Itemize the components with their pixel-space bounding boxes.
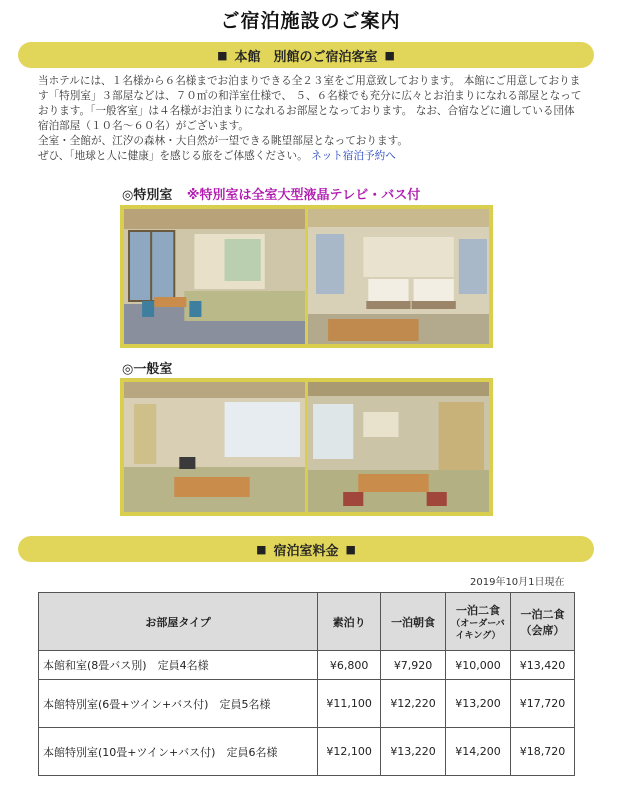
special-room-label: ◎特別室 <box>122 188 173 203</box>
special-room-note: ※特別室は全室大型液晶テレビ・バス付 <box>186 188 421 203</box>
header-two-meals-sub: （オーダーバイキング） <box>451 618 505 641</box>
table-row <box>39 680 575 728</box>
header-two-meals-main: 一泊二食 <box>456 603 501 617</box>
general-room-heading <box>122 358 172 377</box>
general-room-label: ◎一般室 <box>122 362 173 377</box>
intro-sentence: ぜひ、「地球と人に健康」を感じる旅をご体感ください。 <box>38 150 308 162</box>
room-type-cell: 本館特別室(10畳+ツイン+バス付) 定員6名様 <box>39 728 318 776</box>
price-room-only: ¥6,800 <box>318 651 381 680</box>
section-header-rates <box>18 536 594 562</box>
special-room-heading <box>122 184 420 203</box>
price-banquet: ¥17,720 <box>511 680 575 728</box>
square-marker-icon: ■ <box>345 542 356 556</box>
intro-paragraph <box>38 149 582 164</box>
price-breakfast: ¥13,220 <box>381 728 446 776</box>
section-header-rooms <box>18 42 594 68</box>
section-title: 宿泊室料金 <box>273 543 339 559</box>
general-room-photos <box>120 378 493 516</box>
table-row <box>39 728 575 776</box>
general-room-photo-1 <box>124 382 305 512</box>
special-room-photo-western <box>308 209 489 344</box>
price-two-meals: ¥14,200 <box>446 728 511 776</box>
price-room-only: ¥12,100 <box>318 728 381 776</box>
header-banquet-sub: （会席） <box>520 623 565 637</box>
price-two-meals: ¥13,200 <box>446 680 511 728</box>
table-header-row <box>39 593 575 651</box>
header-breakfast: 一泊朝食 <box>381 593 446 651</box>
intro-paragraph: 当ホテルには、１名様から６名様までお泊まりできる全２３室をご用意致しております。 本館にご用意しております「特別室」３部屋などは、７０㎡の和洋室仕様で、 ５、６名様でも充分に広々とお泊まりになれる部屋となっております。「一般客室」は４名様がお泊まりになれるお部屋となっております。 なお、合宿などに適している団体宿泊部屋（１０名～６０名）がございます。 <box>38 75 582 132</box>
price-banquet: ¥18,720 <box>511 728 575 776</box>
room-type-cell: 本館特別室(6畳+ツイン+バス付) 定員5名様 <box>39 680 318 728</box>
price-banquet: ¥13,420 <box>511 651 575 680</box>
header-room-type: お部屋タイプ <box>39 593 318 651</box>
online-booking-link[interactable]: ネット宿泊予約へ <box>311 150 396 162</box>
price-breakfast: ¥7,920 <box>381 651 446 680</box>
page-title: ご宿泊施設のご案内 <box>220 10 401 32</box>
price-two-meals: ¥10,000 <box>446 651 511 680</box>
rates-date-note: 2019年10月1日現在 <box>470 577 565 588</box>
square-marker-icon: ■ <box>217 48 228 62</box>
room-type-cell: 本館和室(8畳バス別) 定員4名様 <box>39 651 318 680</box>
price-room-only: ¥11,100 <box>318 680 381 728</box>
header-room-only: 素泊り <box>318 593 381 651</box>
rates-table <box>38 592 575 776</box>
header-two-meals-banquet <box>511 593 575 651</box>
special-room-photo-japanese <box>124 209 305 344</box>
square-marker-icon: ■ <box>256 542 267 556</box>
table-row <box>39 651 575 680</box>
section-title: 本館 別館のご宿泊客室 <box>234 49 378 65</box>
square-marker-icon: ■ <box>384 48 395 62</box>
price-breakfast: ¥12,220 <box>381 680 446 728</box>
header-two-meals <box>446 593 511 651</box>
intro-paragraph: 全室・全館が、江汐の森林・大自然が一望できる眺望部屋となっております。 <box>38 135 408 147</box>
special-room-photos <box>120 205 493 348</box>
general-room-photo-2 <box>308 382 489 512</box>
header-banquet-main: 一泊二食 <box>520 607 565 621</box>
intro-text <box>38 74 582 164</box>
